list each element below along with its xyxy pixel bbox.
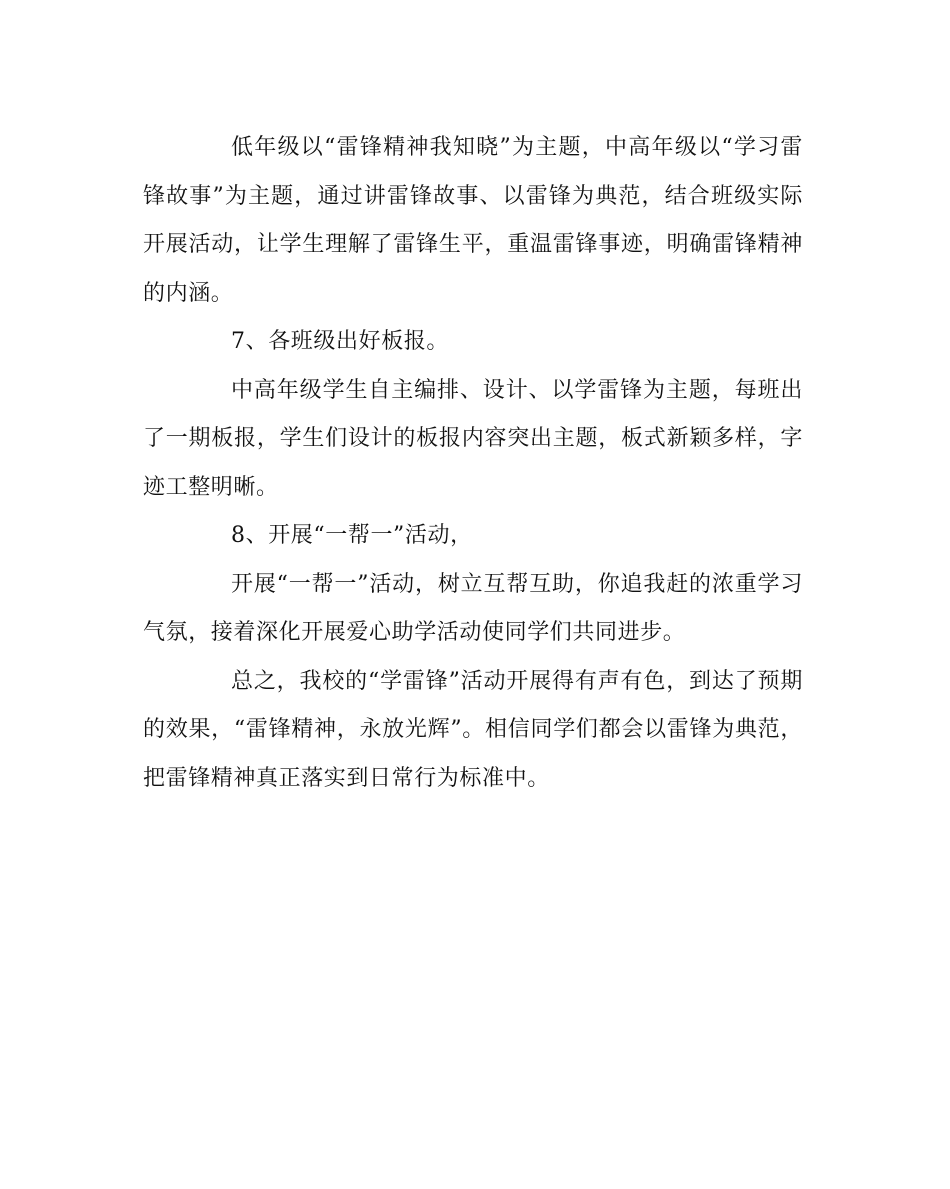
heading-item-8: 8、开展“一帮一”活动， bbox=[231, 523, 473, 548]
paragraph-theme-activities: 低年级以“雷锋精神我知晓”为主题，中高年级以“学习雷锋故事”为主题，通过讲雷锋故事、以雷锋为典范，结合班级实际开展活动，让学生理解了雷锋生平，重温雷锋事迹，明确雷锋精神的内涵。 bbox=[143, 135, 803, 306]
paragraph-conclusion: 总之，我校的“学雷锋”活动开展得有声有色，到达了预期的效果，“雷锋精神，永放光辉”。相信同学们都会以雷锋为典范，把雷锋精神真正落实到日常行为标准中。 bbox=[143, 668, 803, 791]
document-body bbox=[143, 124, 803, 803]
paragraph-blackboard: 中高年级学生自主编排、设计、以学雷锋为主题，每班出了一期板报，学生们设计的板报内容突出主题，板式新颖多样，字迹工整明晰。 bbox=[143, 377, 803, 500]
paragraph-one-help-one: 开展“一帮一”活动，树立互帮互助，你追我赶的浓重学习气氛，接着深化开展爱心助学活动使同学们共同进步。 bbox=[143, 571, 803, 645]
heading-item-7: 7、各班级出好板报。 bbox=[231, 329, 449, 354]
